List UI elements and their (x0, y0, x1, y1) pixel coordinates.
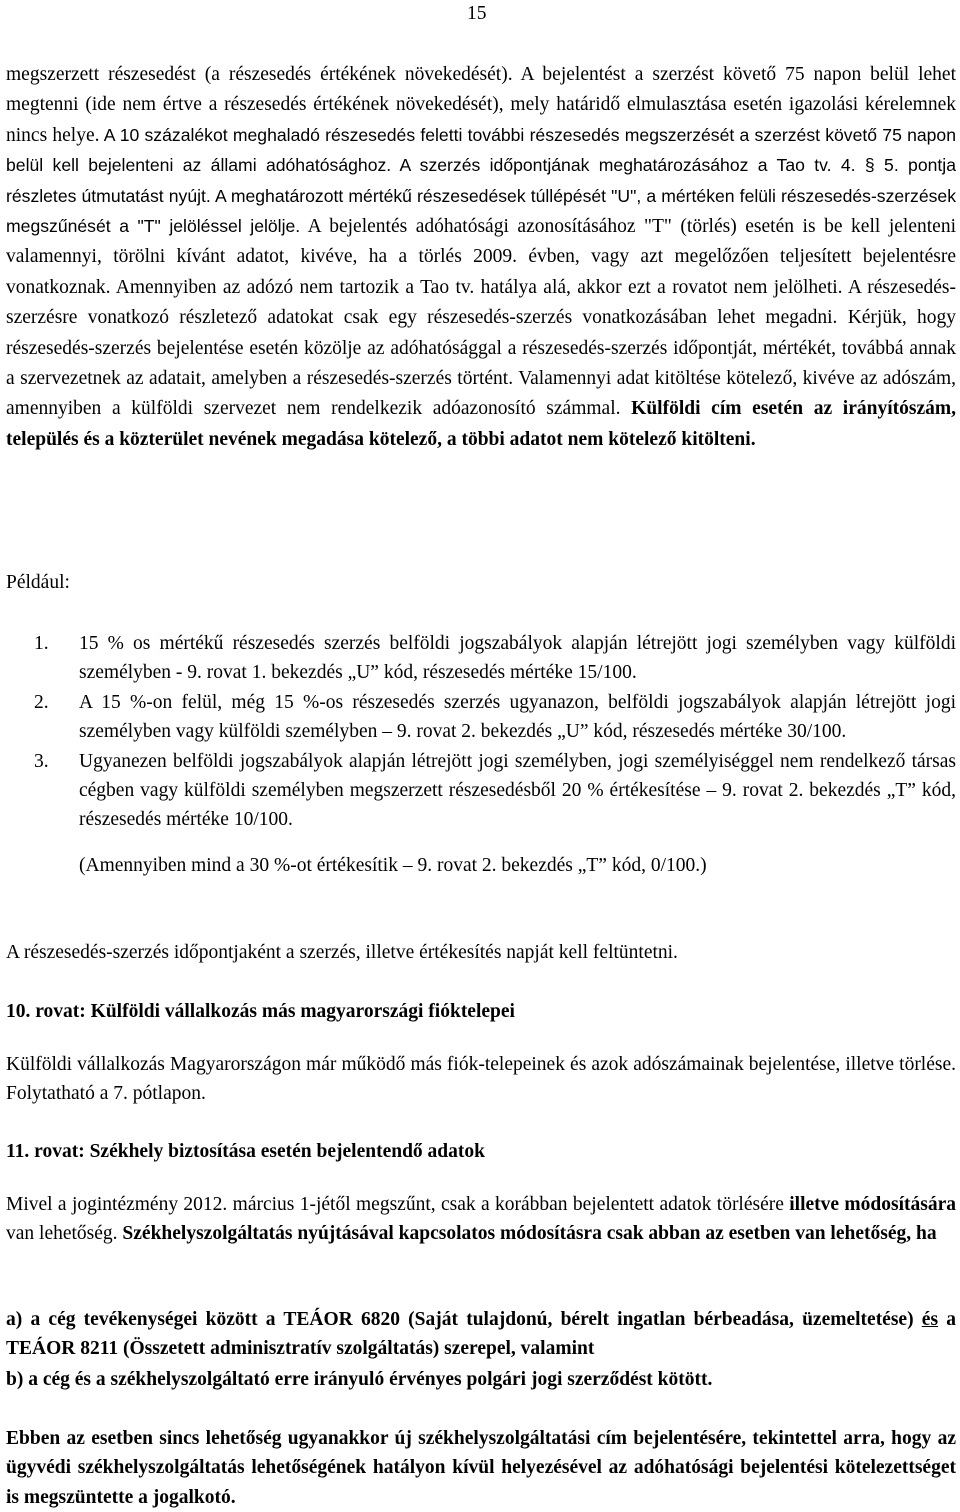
date-paragraph: A részesedés-szerzés időpontjaként a szerzés, illetve értékesítés napját kell feltüntetni. (6, 942, 678, 963)
intro-sentence-3: A bejelentés adóhatósági azonosításához "T" (törlés) esetén is be kell jelenteni valamennyi, törölni kívánt adatot, kivéve, ha a törlés 2009. évben, vagy azt megelőzően teljesített bejelentésre vonatkoznak. Amennyiben az adózó nem tartozik a Tao tv. hatálya alá, akkor ezt a rovatot nem jelölheti. A részesedés-szerzésre vonatkozó részletező adatokat csak egy részesedés-szerzés vonatkozásában lehet megadni. Kérjük, hogy részesedés-szerzés bejelentése esetén közölje az adóhatósággal a részesedés-szerzés időpontját, mértékét, továbbá annak a szervezetnek az adatait, amelyben a részesedés-szerzés történt. Valamennyi adat kitöltése kötelező, kivéve az adószám, amennyiben a külföldi szervezet nem rendelkezik adóazonosító számmal. (6, 216, 956, 420)
condition-b: b) a cég és a székhelyszolgáltató erre irányuló érvényes polgári jogi szerződést kötött. (6, 1369, 713, 1390)
example-list (6, 629, 956, 835)
list-item (6, 747, 956, 835)
list-item (6, 629, 956, 688)
condition-a-es: és (921, 1309, 939, 1330)
list-item-number: 3. (34, 750, 49, 772)
section-11-text-a: Mivel a jogintézmény 2012. március 1-jétől megszűnt, csak a korábban bejelentett adatok törlésére (6, 1194, 790, 1215)
page-number: 15 (467, 3, 487, 24)
list-item-text: Ugyanezen belföldi jogszabályok alapján létrejött jogi személyben, jogi személyiséggel nem rendelkező társas cégben vagy külföldi személyben megszerzett részesedésből 20 % értékesítése – 9. rovat 2. bekezdés „T” kód, részesedés mértéke 10/100. (79, 750, 956, 831)
final-paragraph: Ebben az esetben sincs lehetőség ugyanakkor új székhelyszolgáltatási cím bejelentésére, tekintettel arra, hogy az ügyvédi székhelyszolgáltatás lehetőségének hatályon kívül helyezésével az adóhatósági bejelentési kötelezettséget is megszüntette a jogalkotó. (6, 1428, 956, 1508)
section-10-heading: 10. rovat: Külföldi vállalkozás más magyarországi fióktelepei (6, 1001, 515, 1022)
example-label: Például: (6, 572, 70, 593)
condition-a-text-2: a TEÁOR 8211 (Összetett adminisztratív szolgáltatás) szerepel, valamint (6, 1309, 957, 1360)
intro-bold-note: Külföldi cím esetén az irányítószám, település és a közterület nevének megadása kötelező, a többi adatot nem kötelező kitölteni. (6, 398, 956, 450)
list-item-text: 15 % os mértékű részesedés szerzés belföldi jogszabályok alapján létrejött jogi személyben vagy külföldi személyben - 9. rovat 1. bekezdés „U” kód, részesedés mértéke 15/100. (79, 633, 956, 684)
section-11-text-c: van lehetőség. (6, 1223, 123, 1245)
intro-sentence-2: A 10 százalékot meghaladó részesedés feletti további részesedés megszerzését a szerzést követő 75 napon belül kell bejelenteni az állami adóhatósághoz. A szerzés időpontjának meghatározásához a Tao tv. 4. § 5. pontja részletes útmutatást nyújt. A meghatározott mértékű részesedések túllépését "U", a mértéken felüli részesedés-szerzések megszűnését a "T" jelöléssel jelölje. (6, 124, 957, 237)
condition-a (6, 1305, 956, 1364)
section-11-text-b: illetve módosítására (789, 1194, 957, 1215)
list-item-number: 1. (34, 633, 49, 654)
section-11-paragraph (6, 1190, 956, 1249)
list-item-number: 2. (34, 691, 49, 713)
section-10-text: Külföldi vállalkozás Magyarországon már működő más fiók-telepeinek és azok adószámainak bejelentése, illetve törlése. Folytatható a 7. pótlapon. (6, 1054, 956, 1105)
example-note: (Amennyiben mind a 30 %-ot értékesítik – 9. rovat 2. bekezdés „T” kód, 0/100.) (79, 855, 707, 876)
list-item (6, 688, 956, 747)
intro-paragraph (6, 60, 956, 455)
section-11-heading: 11. rovat: Székhely biztosítása esetén bejelentendő adatok (6, 1141, 485, 1162)
intro-sentence-1: megszerzett részesedést (a részesedés értékének növekedését). A bejelentést a szerzést követő 75 napon belül lehet megtenni (ide nem értve a részesedés értékének növekedését), mely határidő elmulasztása esetén igazolási kérelemnek nincs helye. (6, 64, 956, 146)
section-11-text-d: Székhelyszolgáltatás nyújtásával kapcsolatos módosításra csak abban az esetben van lehetőség, ha (122, 1223, 937, 1245)
condition-a-text-1: a) a cég tevékenységei között a TEÁOR 6820 (Saját tulajdonú, bérelt ingatlan bérbeadása, üzemeltetése) (6, 1309, 922, 1330)
list-item-text: A 15 %-on felül, még 15 %-os részesedés szerzés ugyanazon, belföldi jogszabályok alapján létrejött jogi személyben vagy külföldi személyben – 9. rovat 2. bekezdés „U” kód, részesedés mértéke 30/100. (79, 691, 956, 743)
